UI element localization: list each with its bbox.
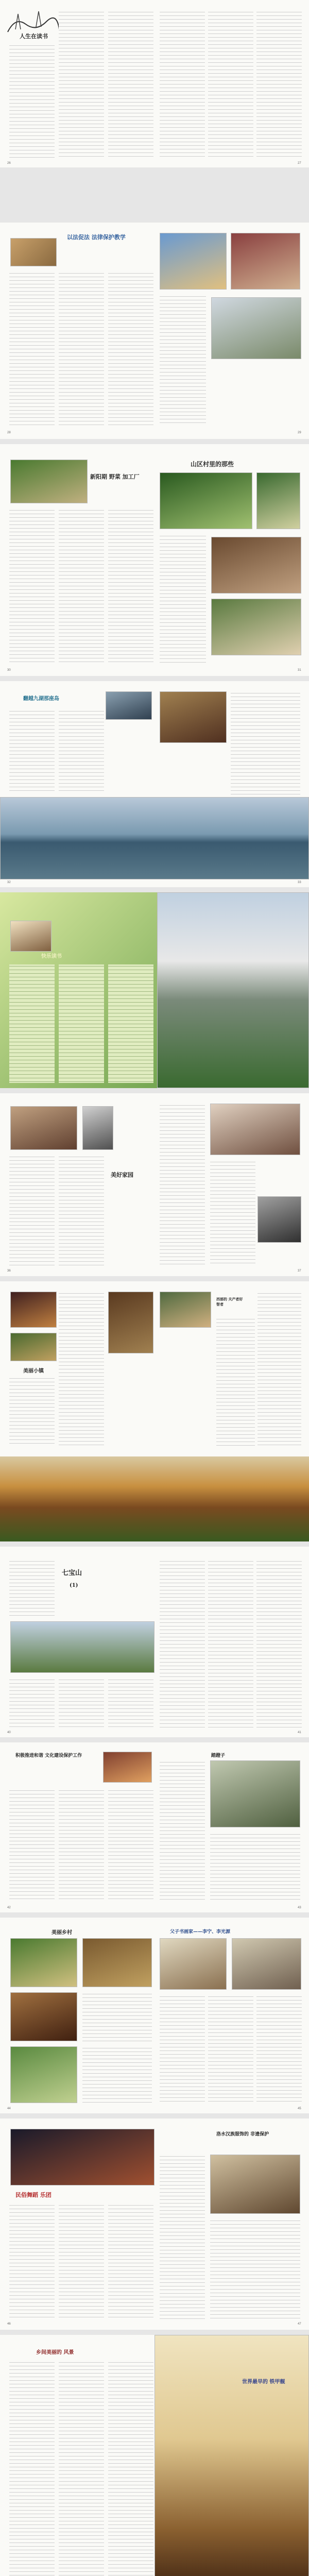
article-column	[256, 1560, 302, 1730]
article-column	[82, 2046, 152, 2103]
magazine-spread-8	[0, 1547, 309, 1737]
article-column	[258, 1292, 301, 1446]
photo	[211, 599, 301, 655]
page-title: 美丽乡村	[52, 1930, 72, 1936]
article-column	[9, 1789, 55, 1902]
photo	[160, 691, 227, 743]
section-title: 西部的 夫产者好 智者	[216, 1297, 243, 1307]
article-column	[231, 691, 300, 794]
photo	[211, 537, 301, 594]
photo	[82, 1106, 113, 1150]
article-column	[82, 1992, 152, 2041]
photo	[10, 921, 52, 952]
article-column	[108, 964, 153, 1083]
photo	[256, 472, 300, 529]
page-number: 47	[298, 2323, 301, 2326]
photo	[106, 691, 152, 720]
photo	[211, 297, 301, 359]
photo	[10, 2129, 154, 2185]
article-column	[59, 1292, 104, 1446]
article-column	[59, 964, 104, 1083]
photo	[231, 233, 300, 290]
article-column	[160, 1560, 205, 1730]
article-column	[108, 2204, 153, 2319]
page-number: 26	[7, 162, 11, 165]
page-number: 41	[298, 1731, 301, 1734]
article-column	[9, 509, 55, 663]
article-column	[59, 2361, 104, 2576]
page-number: 32	[7, 881, 11, 884]
article-column	[108, 509, 153, 663]
page-title: 美丽小镇	[23, 1368, 44, 1374]
page-number: 40	[7, 1731, 11, 1734]
page-number: 36	[7, 1269, 11, 1273]
article-column	[208, 1995, 253, 2103]
magazine-spread-1	[0, 0, 309, 167]
article-column	[256, 1995, 302, 2103]
article-column	[9, 709, 55, 792]
article-column	[59, 709, 104, 792]
article-column	[59, 1155, 104, 1266]
photo	[160, 233, 227, 290]
magazine-spread-11	[0, 2119, 309, 2330]
article-column	[210, 1160, 255, 1266]
photo	[10, 1938, 77, 1987]
article-column	[59, 1678, 104, 1730]
page-number: 30	[7, 669, 11, 672]
page-title: 乡间美丽的 风景	[36, 2350, 74, 2355]
photo	[0, 797, 309, 879]
page-title: 美好家园	[111, 1172, 133, 1178]
article-column	[59, 10, 104, 160]
article-column	[108, 272, 153, 426]
photo	[154, 2335, 309, 2576]
photo	[160, 1292, 211, 1328]
photo	[258, 1196, 301, 1243]
photo	[210, 1104, 300, 1155]
article-column	[59, 272, 104, 426]
section-title: 山区村里的那些	[191, 461, 234, 468]
photo	[10, 1621, 154, 1673]
photo	[10, 1333, 57, 1361]
article-column	[59, 1789, 104, 1902]
article-column	[108, 1789, 153, 1902]
magazine-spread-3	[0, 444, 309, 676]
article-column	[210, 1833, 300, 1902]
mountain-panorama	[0, 1456, 309, 1541]
photo	[160, 472, 252, 529]
page-title: 七宝山	[62, 1569, 82, 1577]
article-column	[9, 44, 55, 160]
page-title: 人生在读书	[20, 33, 48, 40]
page-number: 42	[7, 1906, 11, 1909]
magazine-spread-7	[0, 1281, 309, 1541]
page-number: 31	[298, 669, 301, 672]
page-number: 46	[7, 2323, 11, 2326]
photo	[210, 1760, 300, 1827]
magazine-spread-6	[0, 1093, 309, 1276]
article-column	[160, 1995, 205, 2103]
article-column	[9, 1377, 55, 1446]
article-column	[108, 1678, 153, 1730]
article-column	[9, 2361, 55, 2576]
photo	[10, 460, 88, 503]
photo	[10, 1992, 77, 2041]
article-column	[160, 534, 206, 663]
page-title: 以法促法 法律保护教学	[67, 234, 126, 241]
magazine-spread-5	[0, 892, 309, 1088]
page-number: 27	[298, 162, 301, 165]
photo	[103, 1752, 152, 1783]
photo	[82, 1938, 152, 1987]
page-subtitle: (1)	[70, 1583, 78, 1588]
article-column	[160, 10, 205, 160]
page-number: 28	[7, 431, 11, 434]
magazine-spread-12	[0, 2335, 309, 2576]
section-title: 踏蹬子	[211, 1753, 226, 1758]
magazine-spread-2	[0, 223, 309, 439]
article-column	[160, 1760, 205, 1902]
page-title: 新阳期 野菜 加工厂	[90, 473, 140, 480]
page-number: 45	[298, 2107, 301, 2110]
article-column	[108, 10, 153, 160]
article-column	[160, 2155, 205, 2319]
section-title: 世界最早的 铁甲舰	[242, 2379, 285, 2385]
photo	[232, 1938, 301, 1990]
magazine-spread-4	[0, 681, 309, 887]
article-column	[9, 964, 55, 1083]
article-column	[9, 2204, 55, 2319]
page-title: 快乐读书	[41, 954, 62, 959]
photo	[10, 238, 57, 266]
magazine-spread-10	[0, 1918, 309, 2113]
photo	[108, 1292, 153, 1353]
article-column	[256, 10, 302, 160]
page-number: 33	[298, 881, 301, 884]
photo	[160, 1938, 227, 1990]
page-title: 积极推进和谐 文化建设保护工作	[15, 1753, 82, 1758]
article-column	[9, 272, 55, 426]
article-column	[9, 1155, 55, 1266]
page-title: 民俗舞蹈 乐团	[15, 2192, 52, 2198]
article-column	[59, 2204, 104, 2319]
article-column	[208, 10, 253, 160]
photo	[10, 1292, 57, 1328]
article-column	[108, 2361, 153, 2576]
article-column	[216, 1317, 255, 1446]
magazine-spread-9	[0, 1742, 309, 1912]
photo	[157, 892, 309, 1088]
article-column	[9, 1678, 55, 1730]
photo	[10, 2046, 77, 2103]
photo	[10, 1106, 77, 1150]
page-title: 翻越九湖那座岛	[23, 696, 59, 702]
page-number: 29	[298, 431, 301, 434]
article-column	[210, 2219, 300, 2319]
article-column	[208, 1560, 253, 1730]
photo	[210, 2155, 300, 2214]
section-title: 洛水汉族服饰的 非遗保护	[216, 2132, 269, 2137]
article-column	[160, 1104, 205, 1266]
article-column	[160, 295, 206, 426]
section-title: 父子书画家——李宁、李光源	[170, 1929, 231, 1935]
page-number: 37	[298, 1269, 301, 1273]
article-column	[59, 509, 104, 663]
page-number: 43	[298, 1906, 301, 1909]
page-number: 44	[7, 2107, 11, 2110]
article-column	[9, 1560, 55, 1616]
